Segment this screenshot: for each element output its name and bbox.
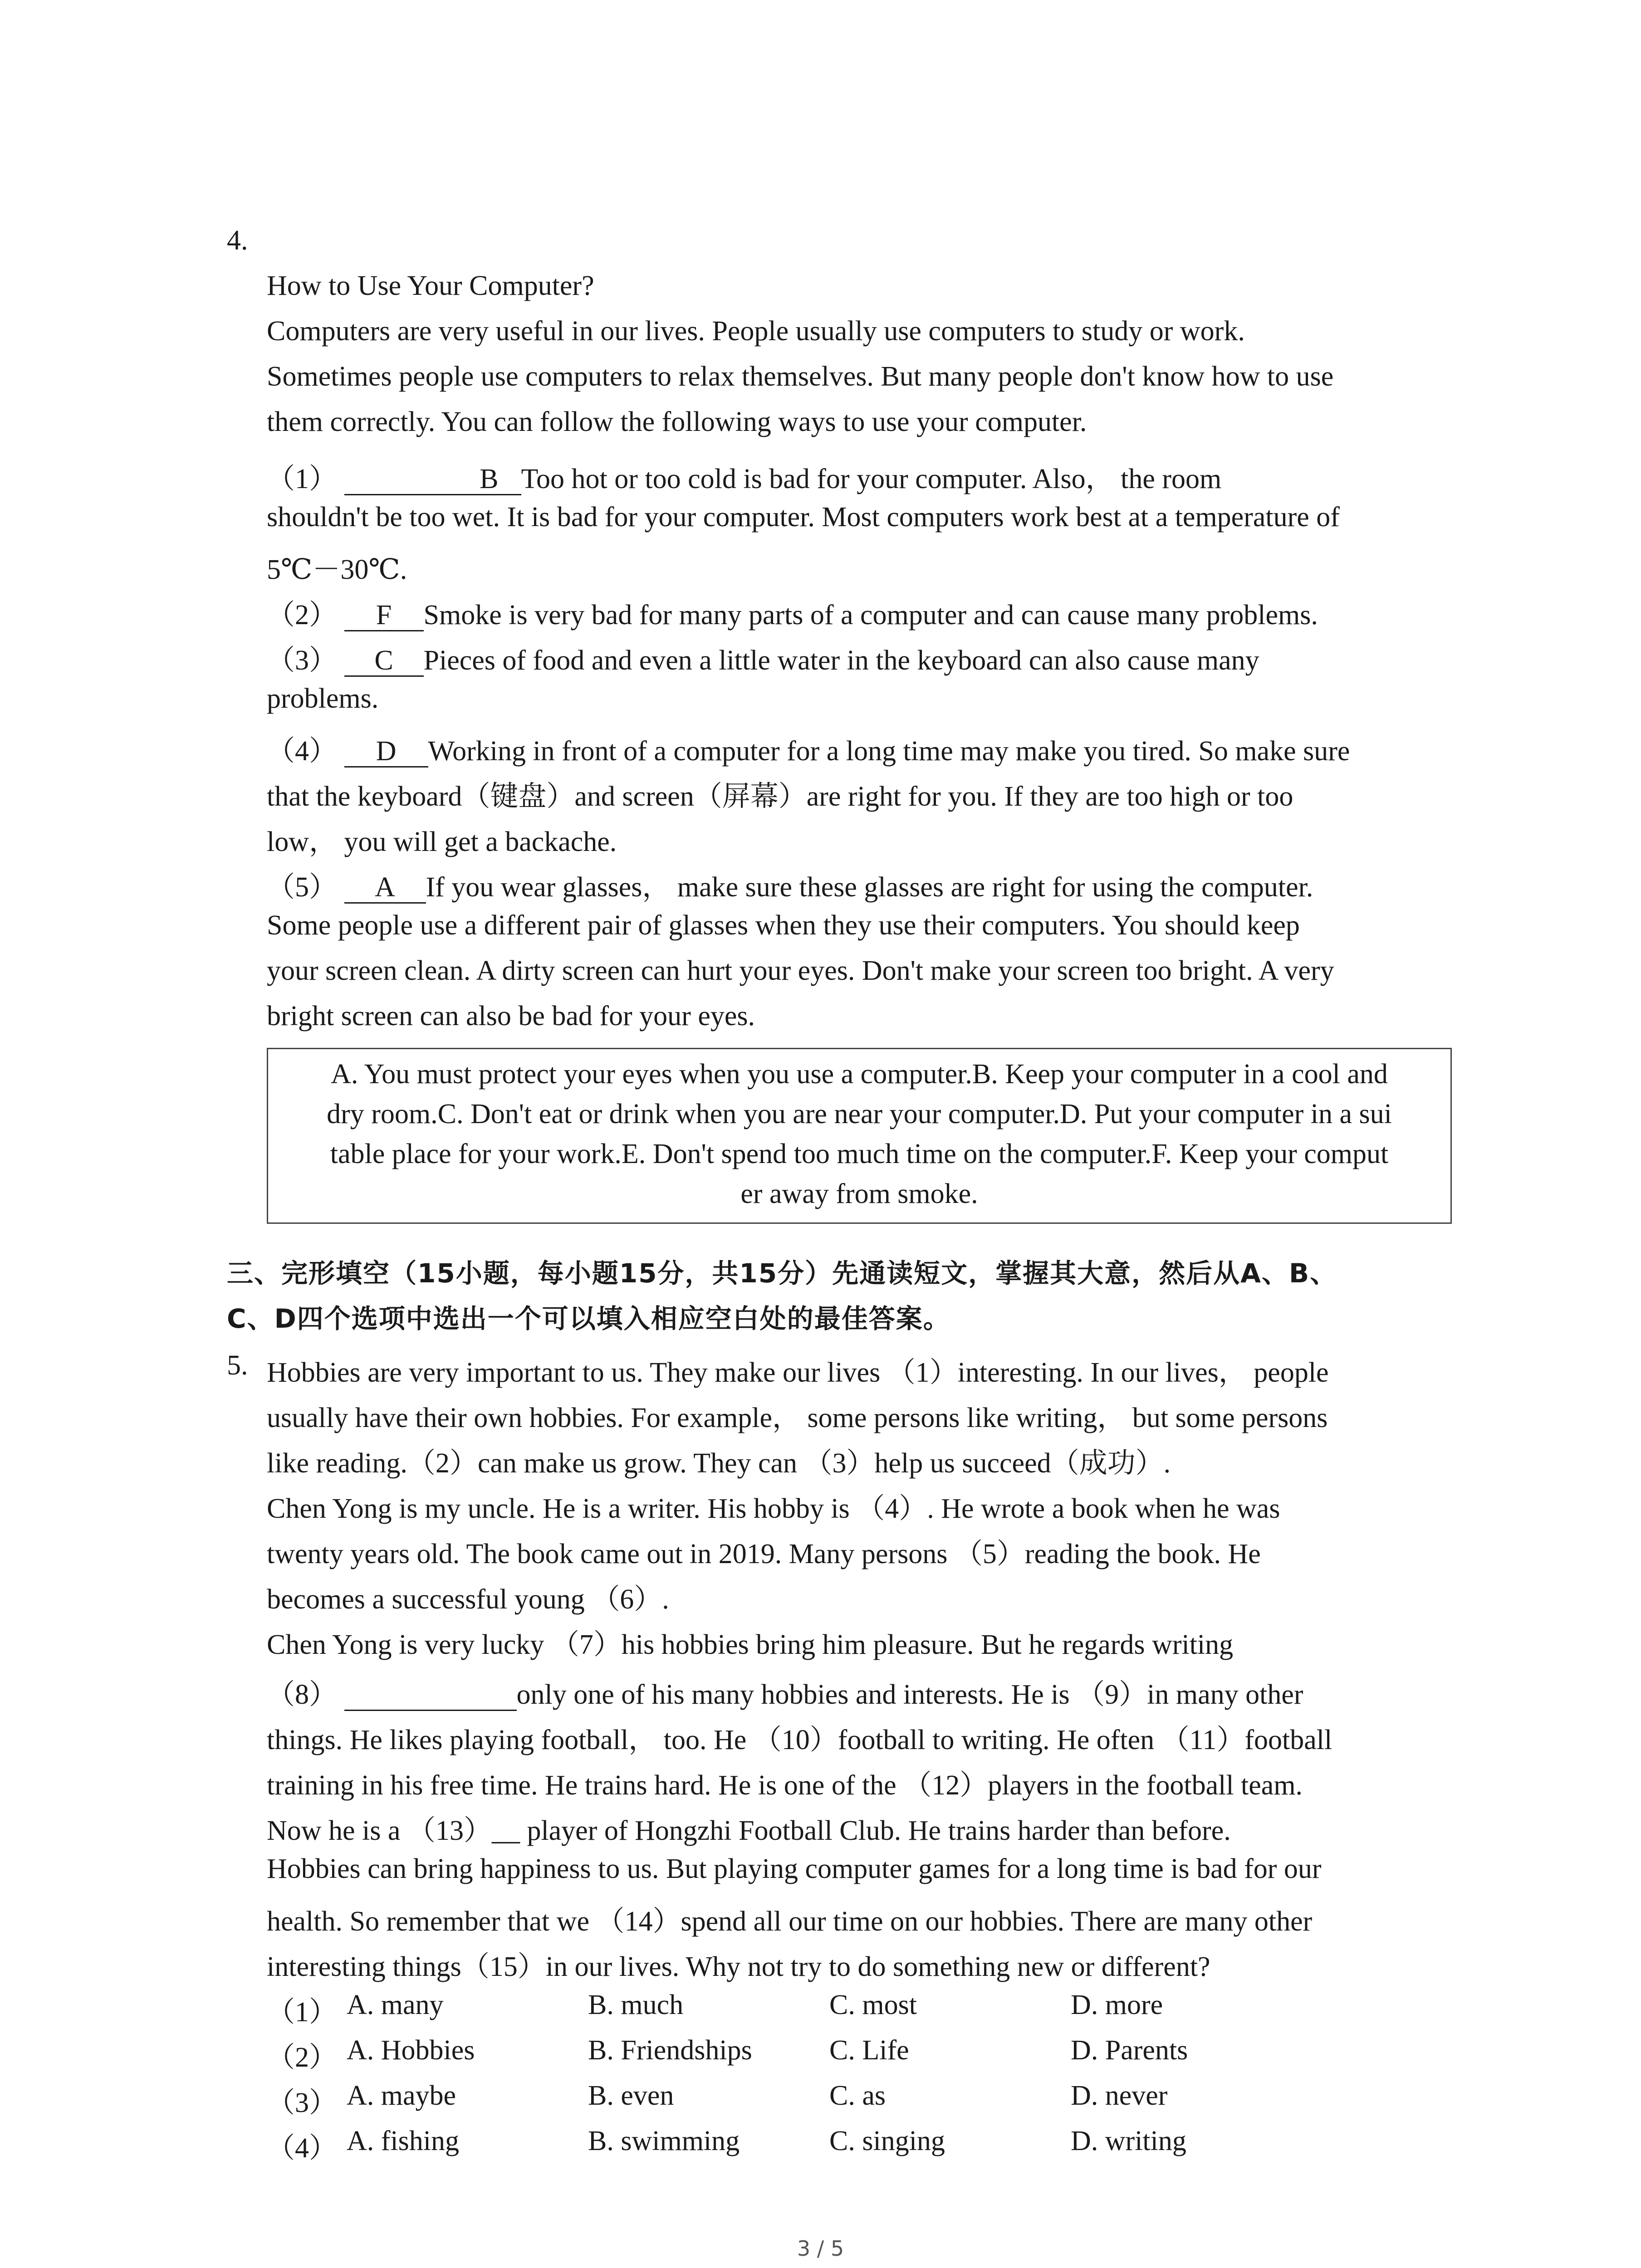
item-2 xyxy=(267,592,1318,632)
option-row xyxy=(267,2125,1310,2164)
option-b: B. even xyxy=(588,2080,674,2111)
item-1 xyxy=(267,456,1221,496)
passage-line: things. He likes playing football， too. He （10）football to writing. He often （11）football xyxy=(267,1725,1332,1755)
item-5-continuation: Some people use a different pair of glasses when they use their computers. You should keep xyxy=(267,910,1300,941)
passage-line: becomes a successful young （6）. xyxy=(267,1584,669,1615)
blank-marker: （8） xyxy=(267,1679,338,1710)
options-box-line: A. You must protect your eyes when you use a computer.B. Keep your computer in a cool and xyxy=(331,1059,1388,1090)
item-text: If you wear glasses， make sure these glasses are right for using the computer. xyxy=(426,872,1313,903)
item-marker: （2） xyxy=(267,600,338,631)
option-number: （1） xyxy=(267,1997,338,2028)
option-a: A. Hobbies xyxy=(347,2035,475,2066)
passage-line: like reading.（2）can make us grow. They can （3）help us succeed（成功）. xyxy=(267,1448,1171,1479)
options-box-line: dry room.C. Don't eat or drink when you are near your computer.D. Put your computer in a sui xyxy=(327,1099,1392,1129)
item-4-continuation: that the keyboard（键盘）and screen（屏幕）are right for you. If they are too high or too xyxy=(267,781,1293,812)
option-c: C. singing xyxy=(829,2126,945,2156)
option-row xyxy=(267,1989,1310,2028)
item-5-continuation: bright screen can also be bad for your eyes. xyxy=(267,1001,755,1031)
option-c: C. most xyxy=(829,1989,917,2020)
passage-line: Chen Yong is my uncle. He is a writer. His hobby is （4）. He wrote a book when he was xyxy=(267,1493,1280,1524)
passage-line: interesting things（15）in our lives. Why not try to do something new or different? xyxy=(267,1951,1210,1982)
intro-line: them correctly. You can follow the following ways to use your computer. xyxy=(267,406,1087,437)
passage-line: Hobbies are very important to us. They make our lives （1）interesting. In our lives， people xyxy=(267,1357,1329,1388)
item-3 xyxy=(267,637,1259,678)
answer-blank: A xyxy=(344,873,426,904)
item-4 xyxy=(267,728,1350,768)
option-row xyxy=(267,2034,1310,2071)
answer-blank: C xyxy=(344,646,424,677)
answer-blank: D xyxy=(344,737,428,767)
option-b: B. Friendships xyxy=(588,2035,752,2066)
option-b: B. much xyxy=(588,1989,684,2020)
options-box xyxy=(267,1048,1452,1224)
option-a: A. maybe xyxy=(347,2080,456,2111)
option-d: D. more xyxy=(1071,1989,1163,2020)
option-a: A. fishing xyxy=(347,2126,459,2156)
passage-line: Now he is a （13）__ player of Hongzhi Football Club. He trains harder than before. xyxy=(267,1815,1231,1846)
option-d: D. writing xyxy=(1071,2126,1186,2156)
item-1-continuation: shouldn't be too wet. It is bad for your computer. Most computers work best at a temperature of xyxy=(267,502,1340,533)
passage-line: Chen Yong is very lucky （7）his hobbies bring him pleasure. But he regards writing xyxy=(267,1629,1234,1660)
section-heading: C、D四个选项中选出一个可以填入相应空白处的最佳答案。 xyxy=(227,1303,950,1334)
page-number: 3 / 5 xyxy=(797,2236,844,2261)
answer-blank: B xyxy=(344,464,521,495)
option-number: （3） xyxy=(267,2087,338,2118)
option-a: A. many xyxy=(347,1989,444,2020)
options-box-line: er away from smoke. xyxy=(740,1178,978,1209)
option-number: （4） xyxy=(267,2133,338,2164)
passage-line: usually have their own hobbies. For example， some persons like writing， but some persons xyxy=(267,1403,1328,1433)
option-c: C. Life xyxy=(829,2035,909,2066)
section-heading: 三、完形填空（15小题，每小题15分，共15分）先通读短文，掌握其大意，然后从A、B、 xyxy=(227,1258,1337,1289)
item-text: Smoke is very bad for many parts of a computer and can cause many problems. xyxy=(423,600,1318,631)
option-d: D. never xyxy=(1071,2080,1168,2111)
question-4-number: 4. xyxy=(227,225,248,256)
item-1-continuation: 5℃－30℃. xyxy=(267,554,407,585)
item-3-continuation: problems. xyxy=(267,683,379,714)
options-box-line: table place for your work.E. Don't spend too much time on the computer.F. Keep your comput xyxy=(330,1139,1389,1169)
option-b: B. swimming xyxy=(588,2126,740,2156)
answer-blank: F xyxy=(344,601,424,631)
item-marker: （5） xyxy=(267,872,338,903)
item-4-continuation: low， you will get a backache. xyxy=(267,826,617,857)
item-marker: （4） xyxy=(267,736,338,767)
option-number: （2） xyxy=(267,2042,338,2073)
intro-line: Sometimes people use computers to relax themselves. But many people don't know how to use xyxy=(267,361,1334,392)
item-text: Pieces of food and even a little water in the keyboard can also cause many xyxy=(423,645,1259,676)
passage-line: twenty years old. The book came out in 2019. Many persons （5）reading the book. He xyxy=(267,1539,1261,1569)
item-marker: （1） xyxy=(267,464,338,494)
item-5-continuation: your screen clean. A dirty screen can hurt your eyes. Don't make your screen too bright. A very xyxy=(267,955,1334,986)
option-d: D. Parents xyxy=(1071,2035,1188,2066)
passage-line: Hobbies can bring happiness to us. But playing computer games for a long time is bad for our xyxy=(267,1853,1322,1884)
passage-line-8 xyxy=(267,1672,1303,1712)
passage-line: training in his free time. He trains hard. He is one of the （12）players in the football team. xyxy=(267,1770,1303,1801)
answer-blank xyxy=(344,1680,517,1711)
item-5 xyxy=(267,864,1313,904)
item-text: Working in front of a computer for a long time may make you tired. So make sure xyxy=(428,736,1350,767)
item-text: Too hot or too cold is bad for your computer. Also， the room xyxy=(521,464,1222,494)
question-5-number: 5. xyxy=(227,1350,248,1381)
question-4-title: How to Use Your Computer? xyxy=(267,270,594,301)
passage-text: only one of his many hobbies and interests. He is （9）in many other xyxy=(516,1679,1303,1710)
intro-line: Computers are very useful in our lives. People usually use computers to study or work. xyxy=(267,316,1245,347)
option-row xyxy=(267,2080,1310,2116)
passage-line: health. So remember that we （14）spend all our time on our hobbies. There are many other xyxy=(267,1906,1313,1937)
item-marker: （3） xyxy=(267,645,338,676)
option-c: C. as xyxy=(829,2080,886,2111)
